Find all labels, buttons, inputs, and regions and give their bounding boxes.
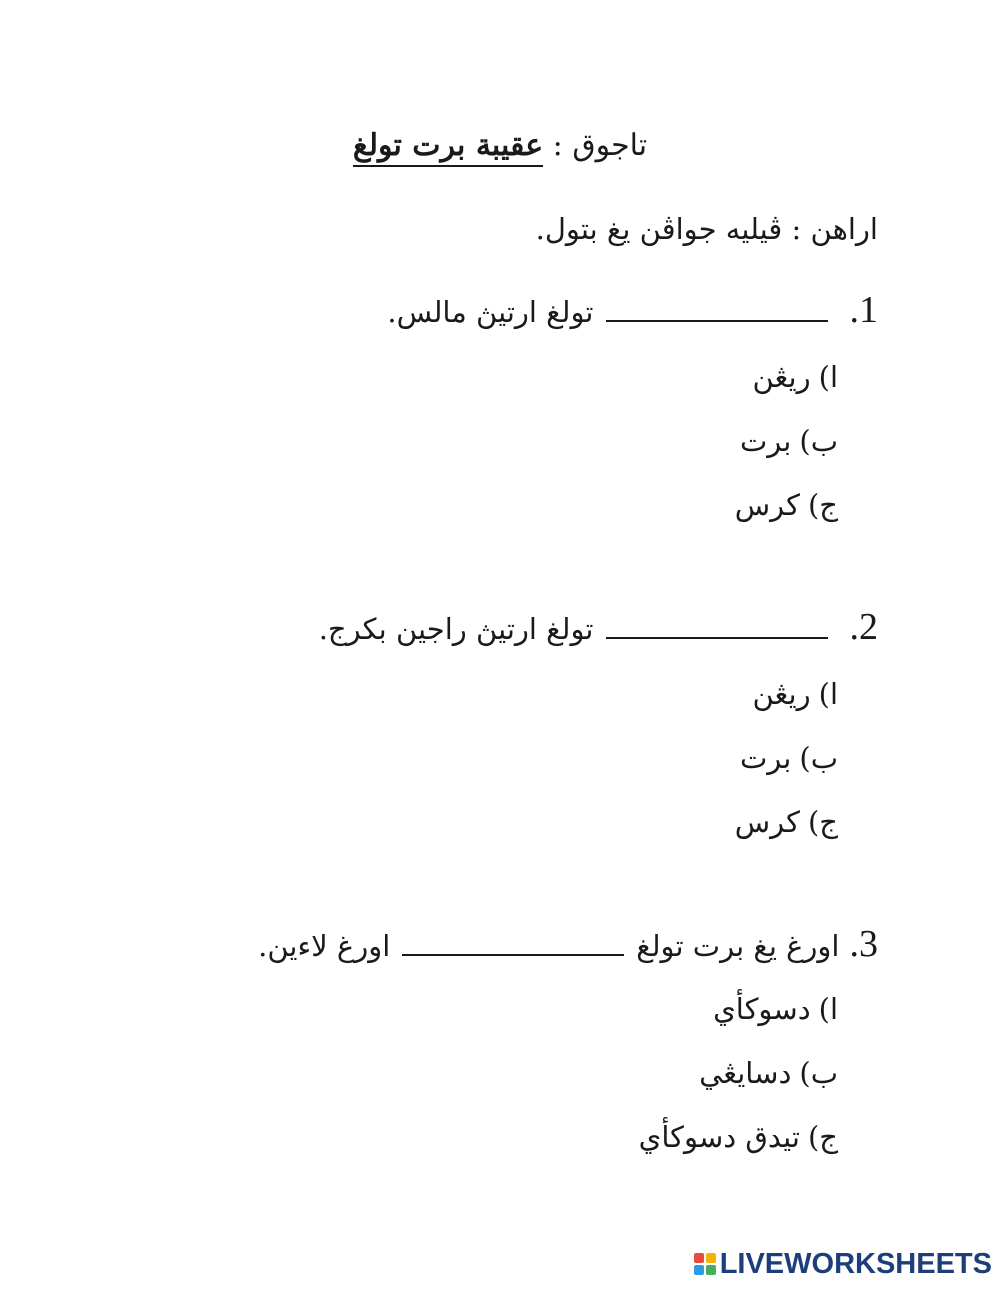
option-letter: ج) xyxy=(807,488,838,522)
question-3 xyxy=(258,922,878,966)
topic-title: عقيبة برت تولغ xyxy=(353,128,543,167)
question-text-after: تولغ ارتيڽ مالس. xyxy=(387,295,594,329)
instruction-text: اراهن : ڤيليه جواڤن يغ بتول. xyxy=(535,212,878,246)
option-letter: ا) xyxy=(818,992,838,1026)
option-text: تيدق دسوكأي xyxy=(638,1120,800,1154)
question-number: 1. xyxy=(849,289,878,331)
option-a[interactable] xyxy=(752,677,838,711)
topic-label: تاجوق : xyxy=(552,128,648,163)
question-1 xyxy=(387,288,878,332)
option-b[interactable] xyxy=(740,424,838,458)
answer-blank[interactable] xyxy=(606,636,828,639)
option-text: كرس xyxy=(734,488,800,522)
option-c[interactable] xyxy=(735,805,838,839)
option-letter: ا) xyxy=(818,677,838,711)
answer-blank[interactable] xyxy=(606,319,828,322)
question-2 xyxy=(319,605,878,649)
brand-name: LIVEWORKSHEETS xyxy=(719,1247,992,1280)
option-a[interactable] xyxy=(713,992,838,1026)
option-b[interactable] xyxy=(699,1056,838,1090)
question-number: 3. xyxy=(849,923,878,965)
liveworksheets-logo-icon xyxy=(694,1253,716,1275)
question-number: 2. xyxy=(849,606,878,648)
option-letter: ا) xyxy=(818,360,838,394)
option-text: دسايڠي xyxy=(699,1056,792,1090)
answer-blank[interactable] xyxy=(402,953,624,956)
question-text-before: اورغ يغ برت تولغ xyxy=(636,929,840,963)
question-text-after: تولغ ارتيڽ راجين بكرج. xyxy=(318,612,594,646)
liveworksheets-logo[interactable] xyxy=(694,1245,992,1283)
option-text: برت xyxy=(740,424,792,458)
option-text: ريڠن xyxy=(752,677,811,711)
option-a[interactable] xyxy=(752,360,838,394)
option-c[interactable] xyxy=(639,1120,838,1154)
option-text: ريڠن xyxy=(752,360,811,394)
option-b[interactable] xyxy=(740,741,838,775)
question-text-after: اورغ لاءين. xyxy=(258,929,391,963)
option-text: برت xyxy=(740,741,792,775)
option-c[interactable] xyxy=(735,488,838,522)
option-letter: ب) xyxy=(799,1056,838,1090)
option-letter: ب) xyxy=(799,424,838,458)
option-letter: ب) xyxy=(799,741,838,775)
page-title xyxy=(0,128,1000,163)
option-text: دسوكأي xyxy=(713,992,811,1026)
option-text: كرس xyxy=(734,805,800,839)
option-letter: ج) xyxy=(807,1120,838,1154)
option-letter: ج) xyxy=(807,805,838,839)
